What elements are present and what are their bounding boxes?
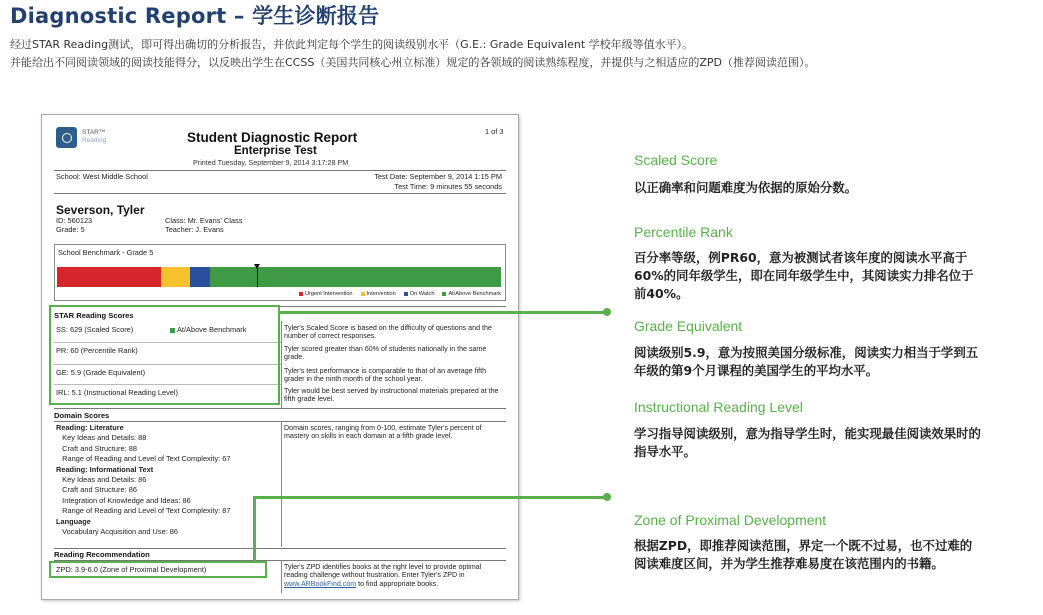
scores-heading: STAR Reading Scores xyxy=(54,311,134,320)
irl-heading: Instructional Reading Level xyxy=(634,399,803,415)
benchmark-marker-line xyxy=(257,267,258,287)
scaled-score: SS: 629 (Scaled Score) xyxy=(56,325,134,334)
legend-swatch xyxy=(442,292,446,296)
benchmark-label: School Benchmark - Grade 5 xyxy=(58,248,154,257)
test-time: Test Time: 9 minutes 55 seconds xyxy=(394,182,502,191)
scaled-score-text: 以正确率和问题难度为依据的原始分数。 xyxy=(634,180,858,195)
legend-item xyxy=(404,291,435,297)
benchmark-bar xyxy=(57,267,501,287)
grade-equivalent-text: 阅读级别5.9，意为按照美国分级标准，阅读实力相当于学到五年级的第9个月课程的美国学生的平均水平。 xyxy=(634,345,979,378)
arbookfind-link[interactable]: www.ARBookFind.com xyxy=(284,579,357,588)
divider xyxy=(54,408,506,409)
intro-line-1: 经过STAR Reading测试，即可得出确切的分析报告，并依此判定每个学生的阅读级别水平（G.E.: Grade Equivalent 学校年级等值水平）。 xyxy=(10,38,694,51)
percentile-rank-heading: Percentile Rank xyxy=(634,224,733,240)
student-id-grade xyxy=(56,217,92,234)
domain-category: Language xyxy=(56,516,91,526)
student-teacher: Teacher: J. Evans xyxy=(165,224,224,234)
zpd-highlight-box xyxy=(49,561,267,578)
benchmark-segment xyxy=(210,267,501,287)
logo-text xyxy=(82,129,106,145)
zpd-heading: Zone of Proximal Development xyxy=(634,512,827,528)
legend-swatch xyxy=(404,292,408,296)
percentile-rank-text: 百分率等级，例PR60，意为被测试者该年度的阅读水平高于60%的同年级学生，即在同年级学生中，其阅读实力排名位于前40%。 xyxy=(634,250,974,301)
domain-score: Integration of Knowledge and Ideas: 86 xyxy=(56,495,191,505)
legend-label: Intervention xyxy=(366,291,396,297)
test-info xyxy=(374,172,502,192)
legend-item xyxy=(299,291,353,297)
student-name: Severson, Tyler xyxy=(56,203,145,217)
logo-line-1: STAR™ xyxy=(82,129,106,136)
zpd-connector-vertical xyxy=(253,497,256,561)
test-date: Test Date: September 9, 2014 1:15 PM xyxy=(374,172,502,181)
zpd-desc-text: Tyler's ZPD identifies books at the right level to provide optimal reading challenge without frustration. Enter Tyler's ZPD in xyxy=(284,563,482,580)
irl-desc: Tyler would be best served by instructional materials prepared at the fifth grade level. xyxy=(284,387,499,404)
scores-highlight-box xyxy=(49,305,280,405)
legend-item xyxy=(442,291,501,297)
student-grade: Grade: 5 xyxy=(56,224,85,234)
column-divider xyxy=(281,421,282,547)
school-benchmark-panel xyxy=(54,244,506,301)
grade-equivalent-heading: Grade Equivalent xyxy=(634,318,743,334)
grade-equivalent: GE: 5.9 (Grade Equivalent) xyxy=(56,368,146,377)
legend-swatch xyxy=(299,292,303,296)
divider xyxy=(54,548,506,549)
zpd-desc-text-end: to find appropriate books. xyxy=(356,579,439,588)
domain-scores-heading: Domain Scores xyxy=(54,411,110,420)
legend-label: Urgent Intervention xyxy=(304,291,353,297)
student-class-teacher xyxy=(165,217,242,234)
reading-recommendation-heading: Reading Recommendation xyxy=(54,550,150,559)
zpd-range: ZPD: 3.9-6.0 (Zone of Proximal Development) xyxy=(56,565,207,574)
instructional-reading-level: IRL: 5.1 (Instructional Reading Level) xyxy=(56,388,179,397)
zpd-text: 根据ZPD，即推荐阅读范围，界定一个既不过易，也不过难的阅读难度区间，并为学生推荐难易度在该范围内的书籍。 xyxy=(634,538,973,571)
scores-connector-line xyxy=(280,311,607,314)
scores-connector-dot xyxy=(603,308,611,316)
logo-line-2: Reading xyxy=(82,137,107,144)
intro-line-2: 并能给出不同阅读领域的阅读技能得分，以反映出学生在CCSS（美国共同核心州立标准）规定的各领域的阅读熟练程度，并提供与之相适应的ZPD（推荐阅读范围）。 xyxy=(10,56,816,69)
domain-category: Reading: Literature xyxy=(56,423,124,432)
domain-scores-list xyxy=(56,423,230,537)
divider xyxy=(54,193,506,194)
printed-date: Printed Tuesday, September 9, 2014 3:17:28 PM xyxy=(193,158,349,167)
benchmark-legend xyxy=(299,291,501,297)
legend-swatch xyxy=(361,292,365,296)
grade-equivalent-desc: Tyler's test performance is comparable to that of an average fifth grader in the ninth month of the school year. xyxy=(284,367,487,384)
domain-score: Range of Reading and Level of Text Complexity: 87 xyxy=(56,506,231,516)
column-divider xyxy=(281,560,282,593)
scaled-score-desc: Tyler's Scaled Score is based on the difficulty of questions and the number of correct responses. xyxy=(284,324,492,341)
student-class: Class: Mr. Evans' Class xyxy=(165,216,243,225)
zpd-desc xyxy=(284,563,506,588)
domain-score: Craft and Structure: 88 xyxy=(56,443,137,453)
legend-item xyxy=(361,291,396,297)
page-title: Diagnostic Report – 学生诊断报告 xyxy=(10,4,380,28)
column-divider xyxy=(281,321,282,408)
domain-category: Reading: Informational Text xyxy=(56,464,154,474)
scaled-score-heading: Scaled Score xyxy=(634,152,718,168)
report-title: Student Diagnostic Report xyxy=(187,130,358,145)
zpd-connector-line xyxy=(253,496,607,499)
domain-score: Vocabulary Acquisition and Use: 86 xyxy=(56,527,179,537)
benchmark-segment xyxy=(190,267,210,287)
domain-score: Range of Reading and Level of Text Complexity: 67 xyxy=(56,454,231,464)
report-subtitle: Enterprise Test xyxy=(234,145,317,157)
page-number: 1 of 3 xyxy=(485,127,504,136)
star-reading-logo-icon xyxy=(56,127,77,148)
zpd-connector-dot xyxy=(603,493,611,501)
percentile-rank-desc: Tyler scored greater than 60% of students nationally in the same grade. xyxy=(284,345,487,362)
domain-score: Key Ideas and Details: 86 xyxy=(56,475,147,485)
legend-label: On Watch xyxy=(409,291,435,297)
student-id: ID: 560123 xyxy=(56,216,93,225)
irl-text: 学习指导阅读级别，意为指导学生时，能实现最佳阅读效果时的指导水平。 xyxy=(634,426,981,459)
divider xyxy=(54,170,506,171)
school-name: School: West Middle School xyxy=(56,172,148,181)
benchmark-segment xyxy=(161,267,190,287)
benchmark-segment xyxy=(57,267,161,287)
benchmark-status-label: At/Above Benchmark xyxy=(177,325,247,334)
domain-scores-desc: Domain scores, ranging from 0-100, estimate Tyler's percent of mastery on skills in each domain at a fifth grade level. xyxy=(284,424,482,441)
percentile-rank: PR: 60 (Percentile Rank) xyxy=(56,346,138,355)
legend-label: At/Above Benchmark xyxy=(448,291,501,297)
divider xyxy=(54,421,506,422)
domain-score: Craft and Structure: 86 xyxy=(56,485,137,495)
benchmark-marker-icon xyxy=(254,264,260,269)
domain-score: Key Ideas and Details: 88 xyxy=(56,433,147,443)
